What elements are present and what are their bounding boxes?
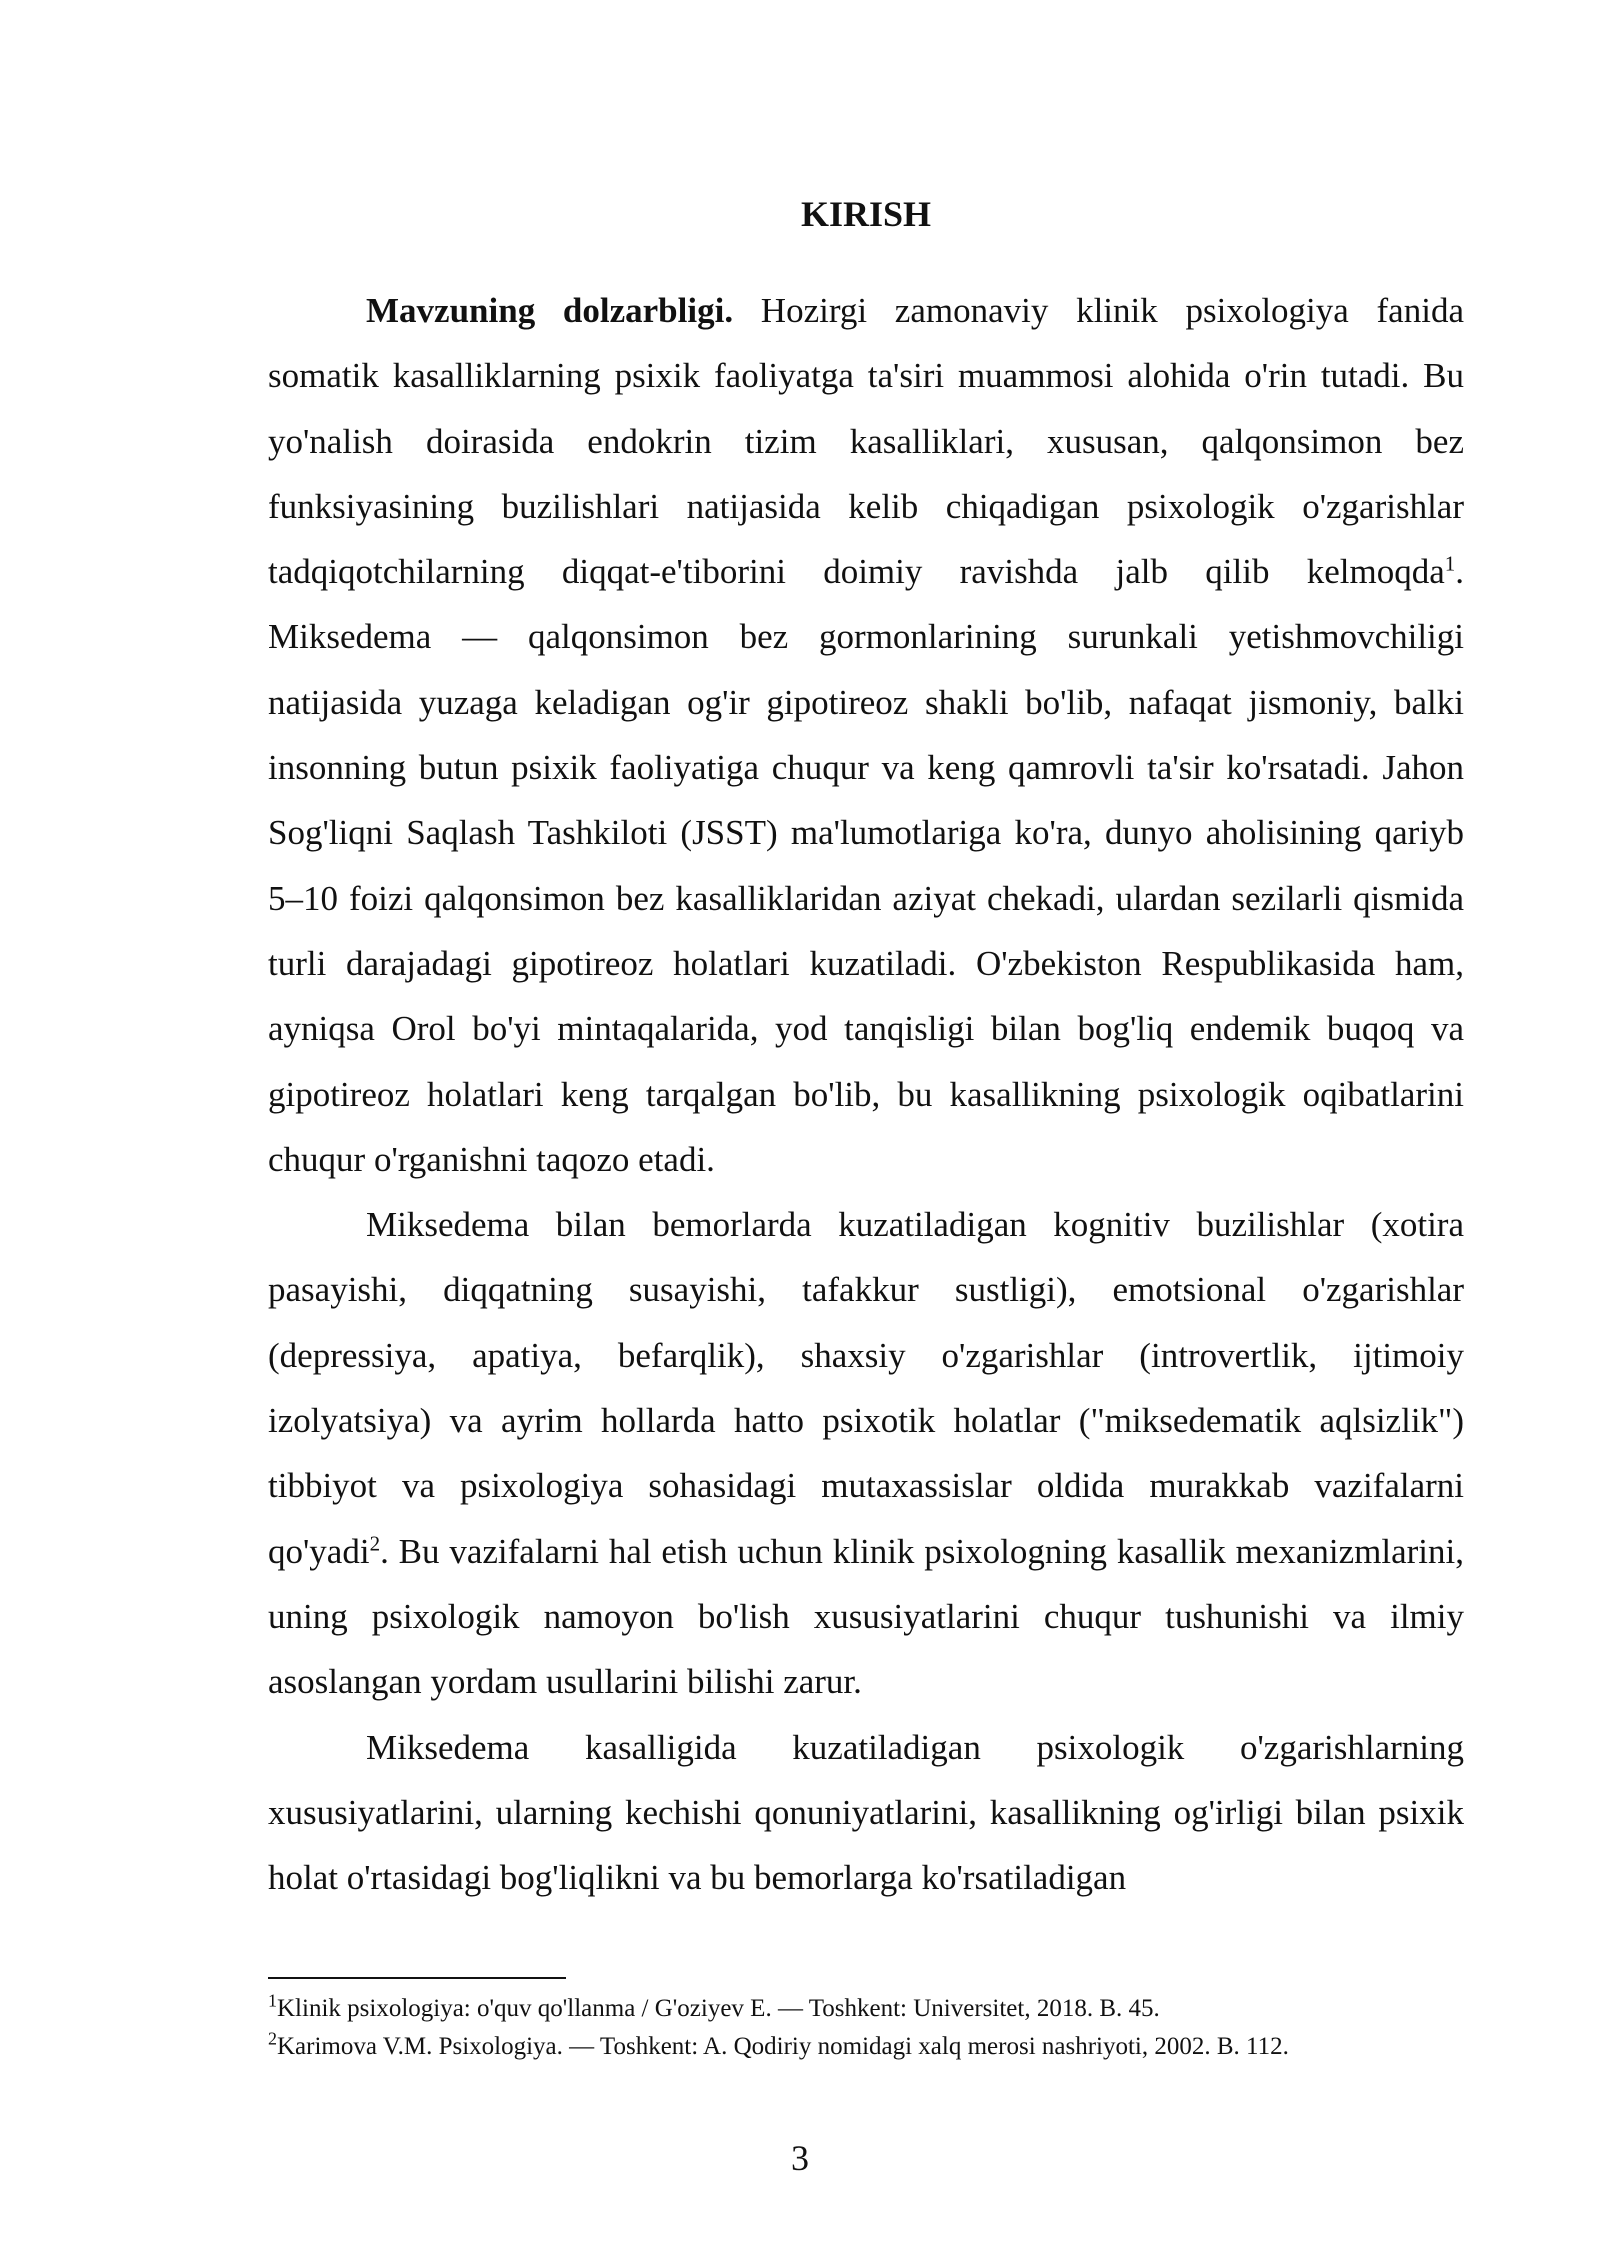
paragraph-text: . Bu vazifalarni hal etish uchun klinik psixologning kasallik mexanizmlarini, uning psixologik namoyon bo'lish xususiyatlarini chuqur tushunishi va ilmiy asoslangan yordam usullarini bilishi zarur. [268, 1531, 1464, 1702]
footnotes [268, 1990, 1464, 2066]
page-title: KIRISH [800, 194, 932, 234]
paragraph-text: . Miksedema — qalqonsimon bez gormonlarining surunkali yetishmovchiligi natijasida yuzaga keladigan og'ir gipotireoz shakli bo'lib, nafaqat jismoniy, balki insonning butun psixik faoliyatiga chuqur va keng qamrovli ta'sir ko'rsatadi. Jahon Sog'liqni Saqlash Tashkiloti (JSST) ma'lumotlariga ko'ra, dunyo aholisining qariyb 5–10 foizi qalqonsimon bez kasalliklaridan aziyat chekadi, ulardan sezilarli qismida turli darajadagi gipotireoz holatlari kuzatiladi. O'zbekiston Respublikasida ham, ayniqsa Orol bo'yi mintaqalarida, yod tanqisligi bilan bog'liq endemik buqoq va gipotireoz holatlari keng tarqalgan bo'lib, bu kasallikning psixologik oqibatlarini chuqur o'rganishni taqozo etadi. [268, 552, 1464, 1179]
footnote-item [268, 1990, 1464, 2028]
paragraph-text: Hozirgi zamonaviy klinik psixologiya fanida somatik kasalliklarning psixik faoliyatga ta'siri muammosi alohida o'rin tutadi. Bu yo'nalish doirasida endokrin tizim kasalliklari, xususan, qalqonsimon bez funksiyasining buzilishlari natijasida kelib chiqadigan psixologik o'zgarishlar tadqiqotchilarning diqqat-e'tiborini doimiy ravishda jalb qilib kelmoqda [268, 291, 1464, 592]
document-body [268, 190, 1464, 1910]
footnote-number: 2 [268, 2028, 277, 2049]
footnote-ref: 1 [1444, 551, 1456, 576]
footnote-separator [268, 1977, 566, 1979]
footnote-item [268, 2028, 1464, 2066]
paragraph-lead: Mavzuning dolzarbligi. [366, 291, 734, 330]
paragraph-relevance [268, 278, 1464, 1192]
paragraph-text: Miksedema bilan bemorlarda kuzatiladigan kognitiv buzilishlar (xotira pasayishi, diqqatning susayishi, tafakkur sustligi), emotsional o'zgarishlar (depressiya, apatiya, befarqlik), shaxsiy o'zgarishlar (introvertlik, ijtimoiy izolyatsiya) va ayrim hollarda hatto psixotik holatlar ("miksedematik aqlsizlik") tibbiyot va psixologiya sohasidagi mutaxassislar oldida murakkab vazifalarni qo'yadi [268, 1205, 1464, 1571]
footnote-number: 1 [268, 1990, 277, 2011]
page-number: 3 [791, 2138, 809, 2178]
footnote-ref: 2 [369, 1530, 381, 1555]
footnote-text: Klinik psixologiya: o'quv qo'llanma / G'oziyev E. — Toshkent: Universitet, 2018. B. 45. [277, 1995, 1160, 2022]
paragraph-text: Miksedema kasalligida kuzatiladigan psixologik o'zgarishlarning xususiyatlarini, ularning kechishi qonuniyatlarini, kasallikning og'irligi bilan psixik holat o'rtasidagi bog'liqlikni va bu bemorlarga ko'rsatiladigan [268, 1727, 1464, 1898]
paragraph-continuation [268, 1715, 1464, 1911]
paragraph-symptoms [268, 1192, 1464, 1714]
footnote-text: Karimova V.M. Psixologiya. — Toshkent: A. Qodiriy nomidagi xalq merosi nashriyoti, 2002. B. 112. [277, 2033, 1289, 2060]
